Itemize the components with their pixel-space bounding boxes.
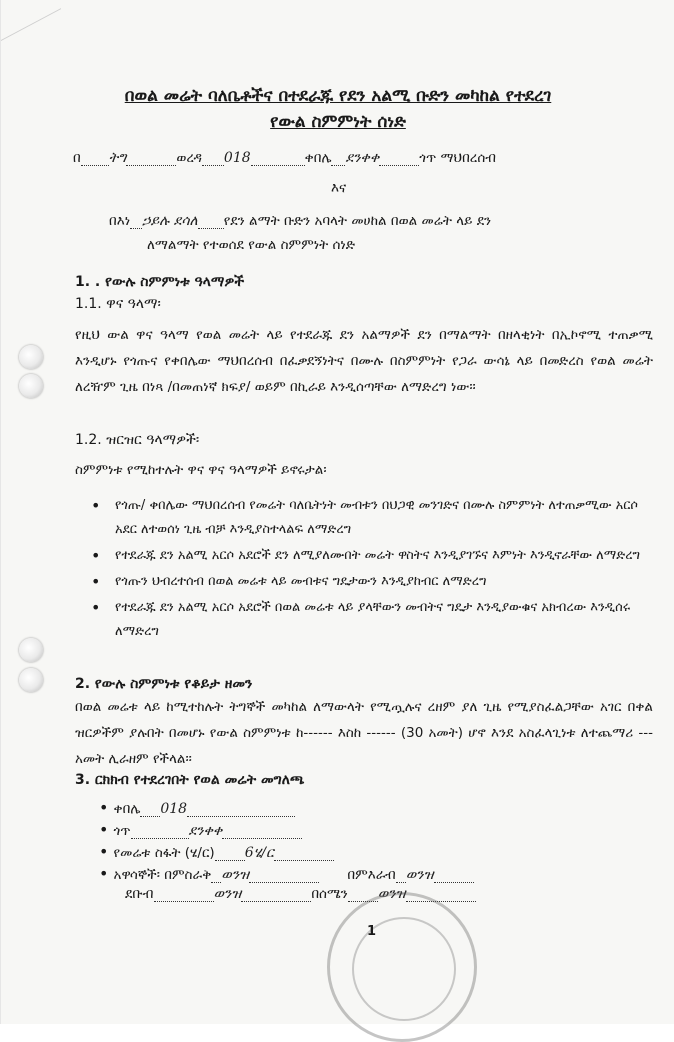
- intro-suffix: ጎጥ ማህበረሰብ: [419, 150, 497, 166]
- handwritten-zone: ትግ: [108, 150, 127, 166]
- handwritten-kebele-value: 018: [160, 801, 188, 817]
- handwritten-west-value: ወንዝ: [405, 867, 434, 883]
- dotted-fill: [126, 165, 176, 166]
- section1-2-intro: ስምምነቱ የሚከተሉት ዋና ዋና ዓላማዎች ይኖሩታል፡: [75, 462, 327, 478]
- got-row: • ጎጥ ደንቀቀ: [99, 820, 302, 839]
- handwritten-wereda: 018: [223, 150, 251, 166]
- dotted-fill: [202, 165, 224, 166]
- dotted-fill: [396, 882, 406, 883]
- neighbors-row: • አዋሳኞች፡ በምስራቅ ወንዝ በምእራብ ወንዝ: [99, 864, 474, 883]
- handwritten-east-value: ወንዝ: [221, 867, 250, 883]
- area-field-label: የመሬቱ ስፋት (ሄ/ር): [113, 845, 215, 861]
- handwritten-south-value: ወንዝ: [213, 886, 242, 902]
- group-line2: ለማልማት የተወሰደ የውል ስምምነት ሰነድ: [147, 237, 356, 253]
- wereda-label: ወረዳ: [176, 150, 202, 166]
- page-number: 1: [367, 924, 377, 939]
- dotted-fill: [222, 838, 302, 839]
- punch-hole: [19, 668, 43, 692]
- kebele-label: ቀበሌ: [304, 150, 332, 166]
- dotted-fill: [131, 838, 189, 839]
- list-item: • የጎጡ/ ቀበሌው ማህበረሰብ የመሬት ባለቤትነት መብቱን በህጋዊ መንገድና በሙሉ ስምምነት ለተጠቃሚው አርሶ አደር ለተወሰነ ጊዜ ብቻ እንዲያስተላልፍ ለማድረግ: [87, 494, 653, 542]
- dotted-fill: [274, 860, 334, 861]
- south-label: ደቡብ: [125, 886, 154, 902]
- intro-prefix: በ: [73, 150, 81, 166]
- group-line1-rest: የደን ልማት ቡድን አባላት መሀከል በወል መሬት ላይ ደን: [223, 213, 492, 229]
- neighbors-label: አዋሳኞች፡ በምስራቅ: [113, 867, 212, 883]
- handwritten-area-value: 6ሄ/ር: [244, 845, 274, 861]
- got-field-label: ጎጥ: [113, 823, 131, 839]
- dotted-fill: [215, 860, 245, 861]
- dotted-fill: [241, 901, 311, 902]
- section1-2-heading: 1.2. ዝርዝር ዓላማዎች፡: [75, 432, 200, 448]
- section2-text: በወል መሬቱ ላይ ከሚተከሉት ትግኞች መካከል ለማውላት የሚጧሉና ረዘም ያለ ጊዜ የሚያስፈልጋቸው አገር በቀል ዝርዎችም ያሉበት በመሆኑ የውል ስምምነቱ ከ------ እስከ ------ (30 አመት) ሆኖ እንደ አስፈላጊነቱ ለተጨማሪ --- አመት ሊራዘም የችላል፡፡: [75, 699, 653, 767]
- dotted-fill: [249, 882, 319, 883]
- dotted-fill: [211, 882, 221, 883]
- page-fold: [1, 0, 61, 41]
- section2-heading: 2. የውሉ ስምምነቱ የቆይታ ዘመን: [75, 676, 253, 692]
- section3-heading: 3. ርክክብ የተደረገበት የወል መሬት መግለጫ: [75, 772, 305, 788]
- dotted-fill: [198, 228, 224, 229]
- group-prefix: በእነ: [109, 213, 131, 229]
- handwritten-group-name: ኃይሉ ደሳለ: [142, 213, 198, 229]
- dotted-fill: [379, 165, 419, 166]
- and-word: እና: [331, 180, 347, 196]
- list-item: • የተደራጁ ደን አልሚ አርሶ አደሮች በወል መሬቱ ላይ ያላቸውን መብትና ግዴታ እንዲያውቁና አክብረው እንዲሰሩ ለማድረግ: [87, 596, 653, 644]
- section1-1-heading: 1.1. ዋና ዓላማ፡: [75, 296, 161, 312]
- area-row: • የመሬቱ ስፋት (ሄ/ር) 6ሄ/ር: [99, 842, 334, 861]
- north-label: በሰሜን: [311, 886, 348, 902]
- dotted-fill: [140, 816, 160, 817]
- dotted-fill: [130, 228, 142, 229]
- handwritten-got-value: ደንቀቀ: [188, 823, 223, 839]
- intro-line: [73, 150, 496, 166]
- handwritten-north-value: ወንዝ: [377, 886, 406, 902]
- punch-hole: [19, 374, 43, 398]
- list-item: • የተደራጁ ደን አልሚ አርሶ አደሮች ደን ለሚያለሙበት መሬት ዋስትና እንዲያገኙና እምነት እንዲኖራቸው ለማድረግ: [87, 544, 653, 568]
- section1-heading: 1. . የውሉ ስምምነቱ ዓላማዎች: [75, 274, 245, 290]
- objectives-list: [87, 494, 653, 646]
- kebele-row: • ቀበሌ 018: [99, 798, 295, 817]
- punch-hole: [19, 638, 43, 662]
- dotted-fill: [434, 882, 474, 883]
- kebele-field-label: ቀበሌ: [113, 801, 141, 817]
- dotted-fill: [187, 816, 295, 817]
- list-item: • የጎጡን ህብረተሰብ በወል መሬቱ ላይ መብቱና ግዴታውን እንዲያከብር ለማድረግ: [87, 570, 653, 594]
- west-label: በምእራብ: [347, 867, 396, 883]
- document-title-line2: የውል ስምምነት ሰነድ: [270, 112, 406, 132]
- punch-hole: [19, 345, 43, 369]
- dotted-fill: [81, 165, 109, 166]
- handwritten-kebele: ደንቀቀ: [345, 150, 380, 166]
- document-title-line1: በወል መሬት ባለቤቶችና በተደራጁ የደን አልሚ ቡድን መካከል የተደረገ: [124, 86, 552, 106]
- group-line1: [109, 213, 491, 229]
- dotted-fill: [331, 165, 345, 166]
- section1-1-text: የዚህ ውል ዋና ዓላማ የወል መሬት ላይ የተደራጁ ደን አልማዎች ደን በማልማት በዘላቂነት በኢኮኖሚ ተጠቃሚ እንዲሆኑ የጎጡና የቀበሌው ማህበረሰብ በፈቃደኝነትና በሙሉ በስምምነት የጋራ ውሳኔ ላይ በመድረስ የወል መሬት ለረዥም ጊዜ በነጻ /በመጠነኛ ክፍያ/ ወይም በኪራይ እንዲሰጣቸው ለማድረግ ነው፡፡: [75, 327, 653, 395]
- dotted-fill: [154, 901, 214, 902]
- official-stamp: [327, 892, 477, 1042]
- dotted-fill: [251, 165, 305, 166]
